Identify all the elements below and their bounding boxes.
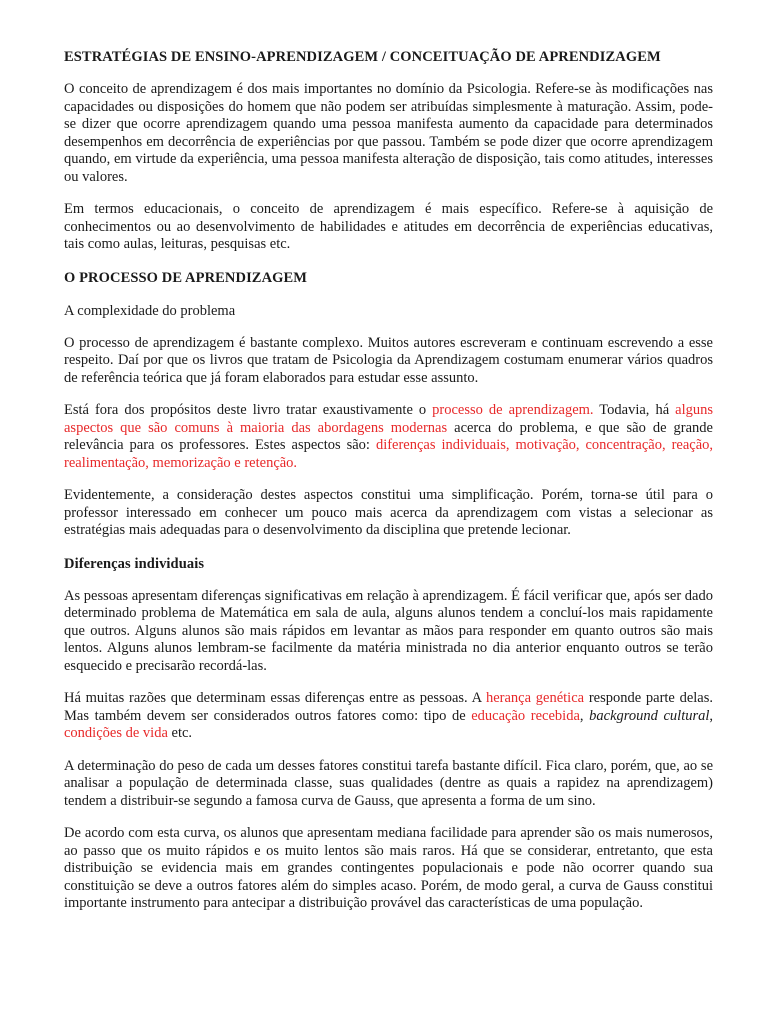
paragraph-distribution: De acordo com esta curva, os alunos que apresentam mediana facilidade para aprender são os mais numerosos, ao passo que os muito rápidos e os muito lentos são mais raros. Há que se considerar, entretanto, que esta distribuição se evidencia mais em grandes contingentes populacionais e pode não ocorrer quando sua constituição se deve a outros fatores além do simples acaso. Porém, de modo geral, a curva de Gauss constitui importante instrumento para antecipar a distribuição provável das características de uma população. [64,825,713,911]
paragraph-concept-definition: O conceito de aprendizagem é dos mais importantes no domínio da Psicologia. Refere-se às modificações nas capacidades ou disposições do homem que não podem ser atribuídas simplesmente à maturação. Assim, pode-se dizer que ocorre aprendizagem quando uma pessoa manifesta aumento da capacidade para determinados desempenhos em decorrência de experiências por que passou. Também se pode dizer que ocorre aprendizagem quando, em virtude da experiência, uma pessoa manifesta alteração de disposição, tais como atitudes, interesses ou valores. [64,81,713,185]
paragraph-educational-concept: Em termos educacionais, o conceito de aprendizagem é mais específico. Refere-se à aquisição de conhecimentos ou ao desenvolvimento de habilidades e atitudes em decorrência de experiências educativas, tais como aulas, leituras, pesquisas etc. [64,201,713,252]
paragraph-simplification: Evidentemente, a consideração destes aspectos constitui uma simplificação. Porém, torna-se útil para o professor interessado em conhecer um pouco mais acerca da aprendizagem com vistas a selecionar as estratégias mais adequadas para o desenvolvimento da disciplina que pretende lecionar. [64,487,713,538]
paragraph-gauss-curve: A determinação do peso de cada um desses fatores constitui tarefa bastante difícil. Fica claro, porém, que, ao se analisar a população de determinada classe, suas qualidades (dentre as quais a rapidez na aprendizagem) tendem a distribuir-se segundo a famosa curva de Gauss, que apresenta a forma de um sino. [64,757,713,809]
highlight-education-received: educação recebida [471,707,580,724]
highlight-aspects-list: motivação, concentração, reação, realimentação, memorização e retenção. [64,437,714,471]
highlight-individual-differences: diferenças individuais [375,437,506,453]
paragraph-reasons: Há muitas razões que determinam essas diferenças entre as pessoas. A herança genética responde parte delas. Mas também devem ser considerados outros fatores como: tipo de educação recebida, background cultural, condições de vida etc. [64,690,714,741]
highlight-genetic-heritage: herança genética [485,690,585,706]
italic-background-cultural: background cultural [589,707,710,724]
paragraph-common-aspects: Está fora dos propósitos deste livro tratar exaustivamente o processo de aprendizagem. Todavia, há alguns aspectos que são comuns à maioria das abordagens modernas acerca do problema, e que são de grande relevância para os professores. Estes aspectos são: diferenças individuais, motivação, concentração, reação, realimentação, memorização e retenção. [64,402,714,471]
subsection-title-complexity: A complexidade do problema [64,302,236,319]
highlight-common-aspects: alguns aspectos que são comuns à maioria das abordagens modernas [64,402,713,436]
highlight-learning-process: processo de aprendizagem. [432,402,594,418]
section-title-individual-differences: Diferenças individuais [64,555,205,572]
paragraph-significant-differences: As pessoas apresentam diferenças significativas em relação à aprendizagem. É fácil verificar que, após ser dado determinado problema de Matemática em sala de aula, alguns alunos tendem a concluí-los mais rapidamente que outros. Alguns alunos são mais rápidos em levantar as mãos para responder em quanto outros são mais lentos. Alguns alunos lembram-se facilmente da matéria ministrada no dia anterior enquanto outros se terão esquecido e precisarão recordá-las. [64,587,713,674]
document-title: ESTRATÉGIAS DE ENSINO-APRENDIZAGEM / CONCEITUAÇÃO DE APRENDIZAGEM [64,49,661,65]
section-title-learning-process: O PROCESSO DE APRENDIZAGEM [64,269,308,286]
paragraph-process-complexity: O processo de aprendizagem é bastante complexo. Muitos autores escreveram e continuam escrevendo a esse respeito. Daí por que os livros que tratam de Psicologia da Aprendizagem costumam enumerar vários quadros de referência teórica que já foram elaborados para estudar esse assunto. [64,334,713,386]
highlight-living-conditions: condições de vida [64,725,168,741]
